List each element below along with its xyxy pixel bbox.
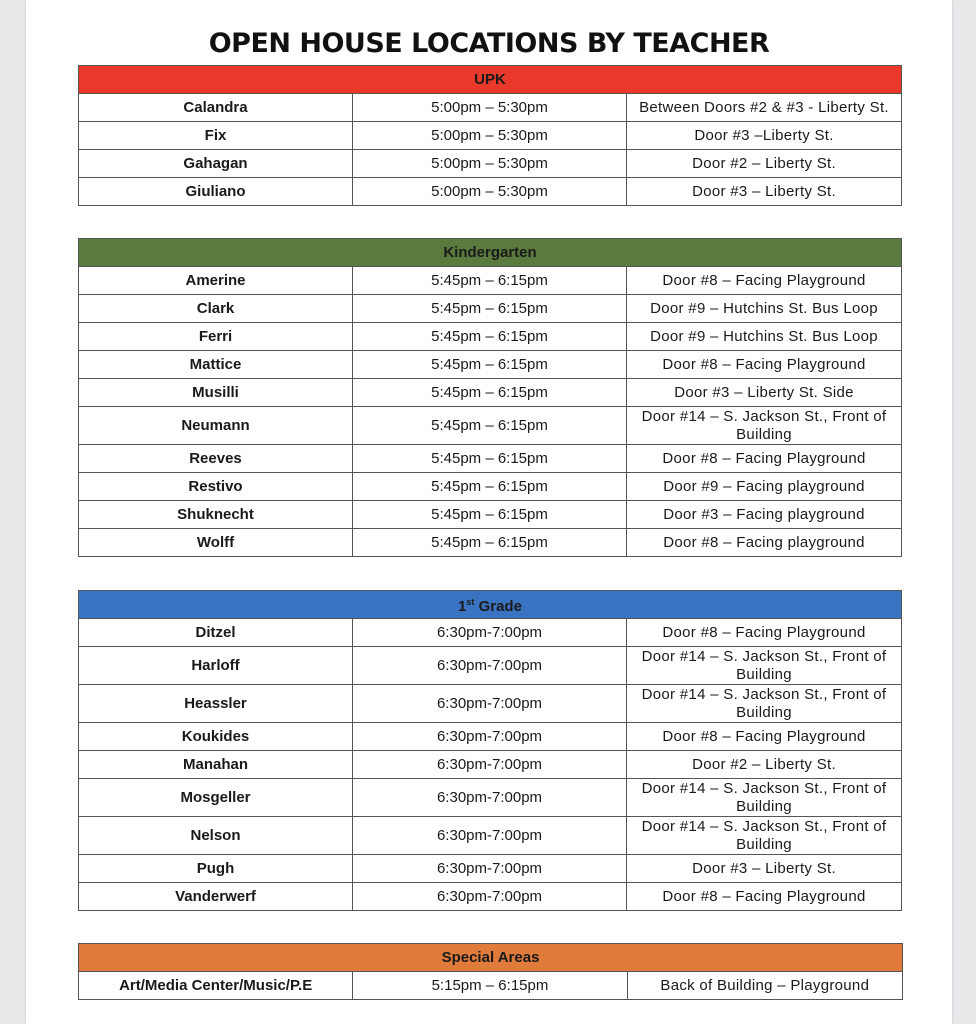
table-row bbox=[79, 323, 902, 351]
header-ordinal: 1 bbox=[458, 598, 467, 615]
time-slot: 6:30pm-7:00pm bbox=[353, 855, 627, 883]
table-row bbox=[79, 751, 902, 779]
table-row bbox=[79, 122, 902, 150]
location: Door #3 – Liberty St. bbox=[627, 855, 902, 883]
location: Door #8 – Facing playground bbox=[627, 529, 902, 557]
time-slot: 5:45pm – 6:15pm bbox=[353, 379, 627, 407]
teacher-name: Art/Media Center/Music/P.E bbox=[79, 972, 353, 1000]
upk-table bbox=[78, 65, 902, 206]
header-label: Grade bbox=[474, 598, 522, 615]
location: Door #14 – S. Jackson St., Front of Building bbox=[627, 647, 902, 685]
teacher-name: Reeves bbox=[79, 445, 353, 473]
location: Door #9 – Hutchins St. Bus Loop bbox=[627, 323, 902, 351]
teacher-name: Ferri bbox=[79, 323, 353, 351]
time-slot: 5:45pm – 6:15pm bbox=[353, 529, 627, 557]
time-slot: 6:30pm-7:00pm bbox=[353, 883, 627, 911]
time-slot: 6:30pm-7:00pm bbox=[353, 751, 627, 779]
table-row bbox=[79, 178, 902, 206]
page-title: OPEN HOUSE LOCATIONS BY TEACHER bbox=[208, 28, 770, 59]
teacher-name: Pugh bbox=[79, 855, 353, 883]
table-row bbox=[79, 529, 902, 557]
table-row bbox=[79, 972, 903, 1000]
time-slot: 6:30pm-7:00pm bbox=[353, 723, 627, 751]
teacher-name: Mosgeller bbox=[79, 779, 353, 817]
teacher-name: Neumann bbox=[79, 407, 353, 445]
teacher-name: Fix bbox=[79, 122, 353, 150]
location: Door #14 – S. Jackson St., Front of Building bbox=[627, 407, 902, 445]
time-slot: 6:30pm-7:00pm bbox=[353, 685, 627, 723]
location: Door #2 – Liberty St. bbox=[627, 751, 902, 779]
location: Door #14 – S. Jackson St., Front of Building bbox=[627, 817, 902, 855]
table-row bbox=[79, 351, 902, 379]
table-row bbox=[79, 150, 902, 178]
teacher-name: Giuliano bbox=[79, 178, 353, 206]
time-slot: 5:45pm – 6:15pm bbox=[353, 445, 627, 473]
section-header-first-grade bbox=[79, 591, 902, 619]
teacher-name: Clark bbox=[79, 295, 353, 323]
location: Door #2 – Liberty St. bbox=[627, 150, 902, 178]
time-slot: 6:30pm-7:00pm bbox=[353, 779, 627, 817]
teacher-name: Mattice bbox=[79, 351, 353, 379]
location: Door #8 – Facing Playground bbox=[627, 267, 902, 295]
location: Door #3 – Liberty St. Side bbox=[627, 379, 902, 407]
time-slot: 5:45pm – 6:15pm bbox=[353, 267, 627, 295]
table-row bbox=[79, 445, 902, 473]
teacher-name: Restivo bbox=[79, 473, 353, 501]
table-row bbox=[79, 473, 902, 501]
kindergarten-table bbox=[78, 238, 902, 557]
teacher-name: Koukides bbox=[79, 723, 353, 751]
time-slot: 5:00pm – 5:30pm bbox=[353, 122, 627, 150]
teacher-name: Vanderwerf bbox=[79, 883, 353, 911]
location: Door #14 – S. Jackson St., Front of Building bbox=[627, 685, 902, 723]
table-row bbox=[79, 723, 902, 751]
teacher-name: Nelson bbox=[79, 817, 353, 855]
table-row bbox=[79, 501, 902, 529]
time-slot: 5:15pm – 6:15pm bbox=[353, 972, 627, 1000]
table-row bbox=[79, 407, 902, 445]
table-row bbox=[79, 685, 902, 723]
time-slot: 6:30pm-7:00pm bbox=[353, 647, 627, 685]
time-slot: 5:00pm – 5:30pm bbox=[353, 178, 627, 206]
table-row bbox=[79, 855, 902, 883]
table-row bbox=[79, 619, 902, 647]
time-slot: 5:45pm – 6:15pm bbox=[353, 407, 627, 445]
table-row bbox=[79, 267, 902, 295]
location: Back of Building – Playground bbox=[627, 972, 902, 1000]
teacher-name: Harloff bbox=[79, 647, 353, 685]
first-grade-table bbox=[78, 590, 902, 911]
location: Door #3 – Liberty St. bbox=[627, 178, 902, 206]
time-slot: 6:30pm-7:00pm bbox=[353, 619, 627, 647]
location: Door #14 – S. Jackson St., Front of Building bbox=[627, 779, 902, 817]
location: Door #3 – Facing playground bbox=[627, 501, 902, 529]
teacher-name: Ditzel bbox=[79, 619, 353, 647]
table-row bbox=[79, 94, 902, 122]
location: Door #8 – Facing Playground bbox=[627, 445, 902, 473]
teacher-name: Calandra bbox=[79, 94, 353, 122]
teacher-name: Manahan bbox=[79, 751, 353, 779]
teacher-name: Amerine bbox=[79, 267, 353, 295]
table-row bbox=[79, 647, 902, 685]
table-row bbox=[79, 379, 902, 407]
table-row bbox=[79, 295, 902, 323]
table-row bbox=[79, 817, 902, 855]
time-slot: 5:45pm – 6:15pm bbox=[353, 323, 627, 351]
teacher-name: Shuknecht bbox=[79, 501, 353, 529]
header-ordinal-suffix: st bbox=[466, 597, 475, 607]
document-page bbox=[26, 0, 952, 1024]
location: Door #8 – Facing Playground bbox=[627, 619, 902, 647]
teacher-name: Heassler bbox=[79, 685, 353, 723]
time-slot: 5:45pm – 6:15pm bbox=[353, 473, 627, 501]
section-header-special-areas: Special Areas bbox=[79, 944, 903, 972]
section-header-kindergarten: Kindergarten bbox=[79, 239, 902, 267]
time-slot: 6:30pm-7:00pm bbox=[353, 817, 627, 855]
location: Door #8 – Facing Playground bbox=[627, 883, 902, 911]
time-slot: 5:45pm – 6:15pm bbox=[353, 351, 627, 379]
location: Door #3 –Liberty St. bbox=[627, 122, 902, 150]
teacher-name: Musilli bbox=[79, 379, 353, 407]
time-slot: 5:00pm – 5:30pm bbox=[353, 150, 627, 178]
table-row bbox=[79, 779, 902, 817]
location: Door #8 – Facing Playground bbox=[627, 351, 902, 379]
section-header-upk: UPK bbox=[79, 66, 902, 94]
time-slot: 5:45pm – 6:15pm bbox=[353, 295, 627, 323]
location: Door #8 – Facing Playground bbox=[627, 723, 902, 751]
table-row bbox=[79, 883, 902, 911]
time-slot: 5:00pm – 5:30pm bbox=[353, 94, 627, 122]
time-slot: 5:45pm – 6:15pm bbox=[353, 501, 627, 529]
special-areas-table bbox=[78, 943, 903, 1000]
location: Door #9 – Facing playground bbox=[627, 473, 902, 501]
location: Between Doors #2 & #3 - Liberty St. bbox=[627, 94, 902, 122]
location: Door #9 – Hutchins St. Bus Loop bbox=[627, 295, 902, 323]
teacher-name: Gahagan bbox=[79, 150, 353, 178]
teacher-name: Wolff bbox=[79, 529, 353, 557]
